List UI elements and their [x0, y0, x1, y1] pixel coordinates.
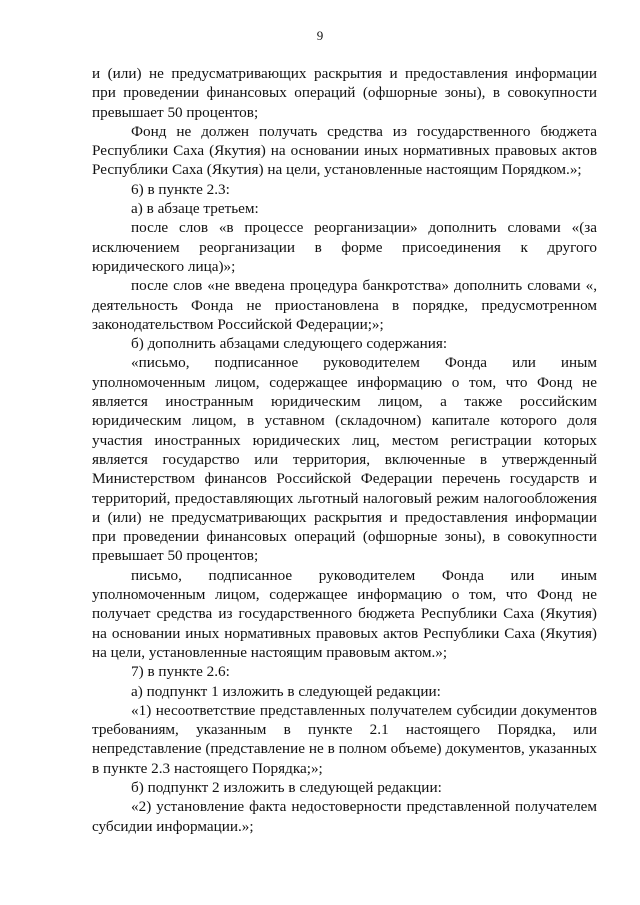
- document-body: [92, 64, 597, 836]
- paragraph: б) дополнить абзацами следующего содержания:: [131, 335, 448, 353]
- paragraph: после слов «в процессе реорганизации» дополнить словами «(за исключением реорганизации в форме присоединения к другого юридического лица)»;: [92, 219, 597, 275]
- paragraph: 6) в пункте 2.3:: [131, 180, 230, 198]
- paragraph: б) подпункт 2 изложить в следующей редакции:: [131, 778, 442, 796]
- paragraph: 7) в пункте 2.6:: [131, 663, 230, 681]
- paragraph: «письмо, подписанное руководителем Фонда или иным уполномоченным лицом, содержащее информацию о том, что Фонд не является иностранным юридическим лицом, а также российским юридическим лицом, в уставном (складочном) капитале которого доля участия иностранных юридических лиц, местом регистрации которых является государство или территория, включенные в утвержденный Министерством финансов Российской Федерации перечень государств и территорий, предоставляющих льготный налоговый режим налогообложения и (или) не предусматривающих раскрытия и предоставления информации при проведении финансовых операций (офшорные зоны), в совокупности превышает 50 процентов;: [92, 354, 597, 565]
- paragraph: и (или) не предусматривающих раскрытия и предоставления информации при проведении финансовых операций (офшорные зоны), в совокупности превышает 50 процентов;: [92, 65, 597, 121]
- paragraph: письмо, подписанное руководителем Фонда или иным уполномоченным лицом, содержащее информацию о том, что Фонд не получает средства из государственного бюджета Республики Саха (Якутия) на основании иных нормативных правовых актов Республики Саха (Якутия) на цели, установленные настоящим правовым актом.»;: [92, 566, 597, 661]
- paragraph: после слов «не введена процедура банкротства» дополнить словами «, деятельность Фонда не приостановлена в порядке, предусмотренном законодательством Российской Федерации;»;: [92, 277, 597, 333]
- page-number: 9: [316, 28, 324, 43]
- paragraph: «1) несоответствие представленных получателем субсидии документов требованиям, указанным в пункте 2.1 настоящего Порядка, или непредставление (представление не в полном объеме) документов, указанных в пункте 2.3 настоящего Порядка;»;: [92, 701, 597, 777]
- paragraph: «2) установление факта недостоверности представленной получателем субсидии информации.»;: [92, 798, 597, 835]
- paragraph: а) подпункт 1 изложить в следующей редакции:: [131, 682, 441, 700]
- paragraph: Фонд не должен получать средства из государственного бюджета Республики Саха (Якутия) на основании иных нормативных правовых актов Республики Саха (Якутия) на цели, установленные настоящим Порядком.»;: [92, 122, 597, 179]
- paragraph: а) в абзаце третьем:: [131, 200, 259, 218]
